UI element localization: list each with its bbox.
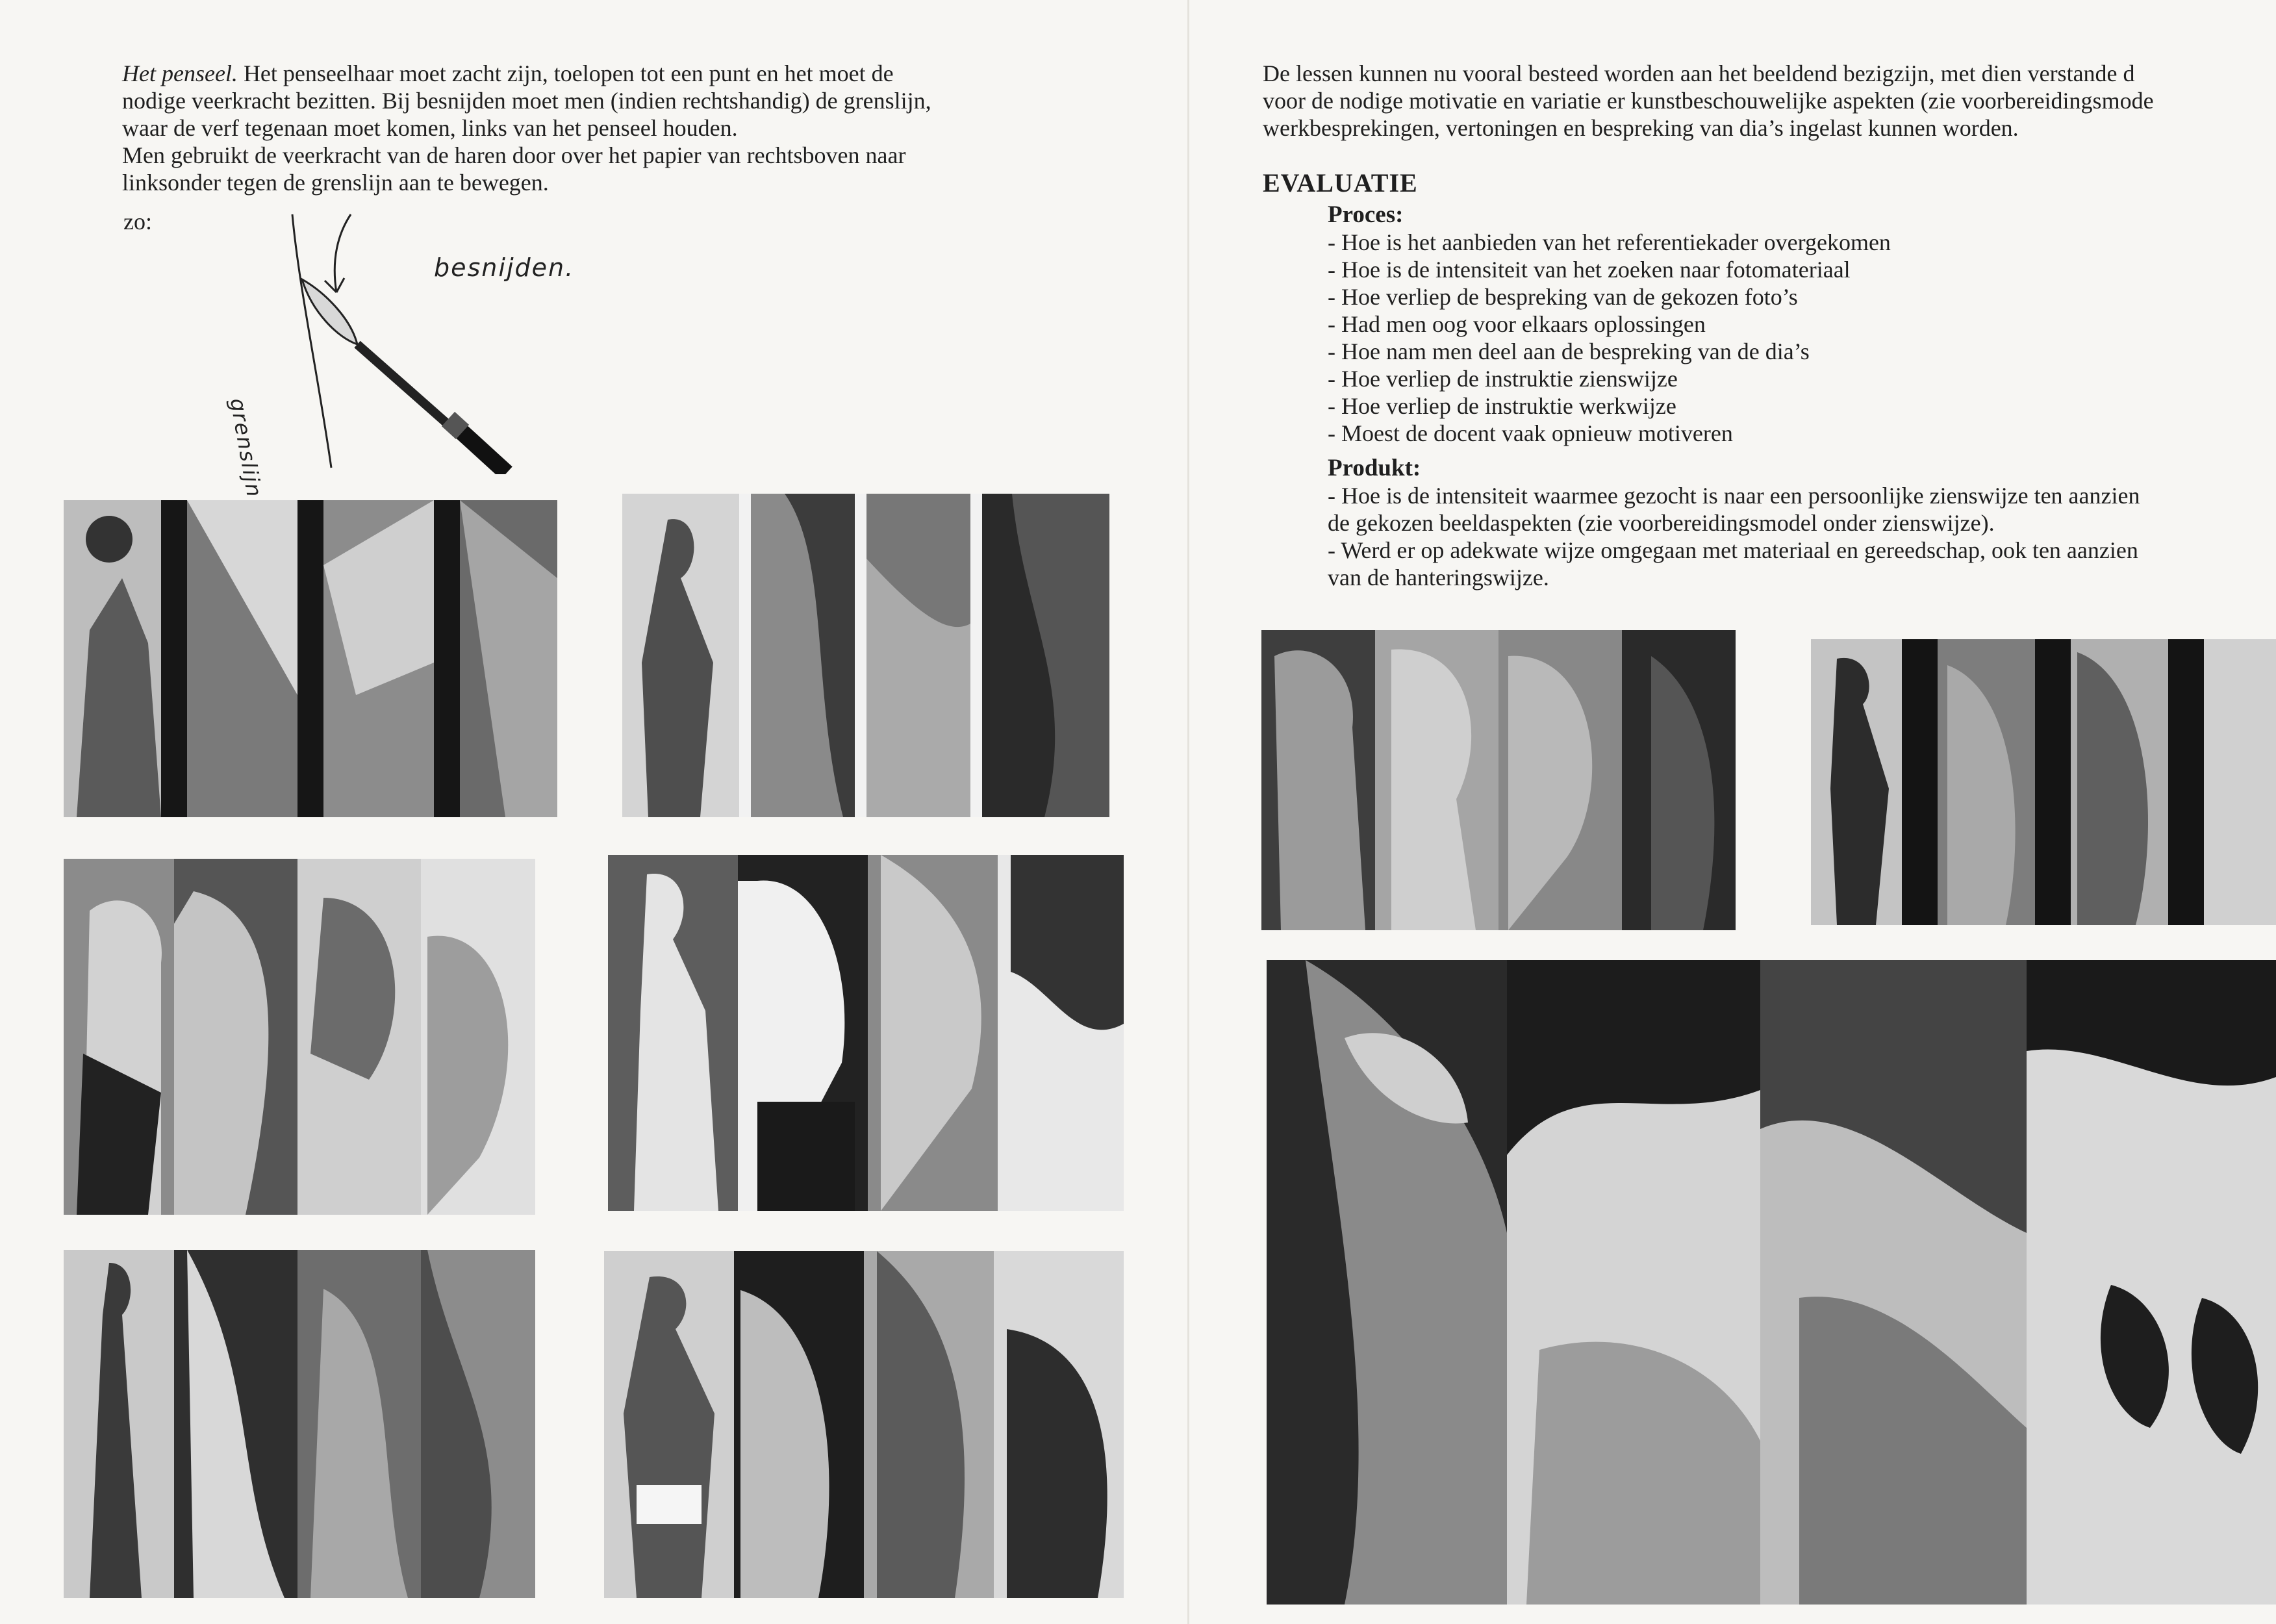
brush-instructions-line-5: linksonder tegen de grenslijn aan te bewegen.	[122, 170, 549, 196]
proces-item: - Hoe is het aanbieden van het referentiekader overgekomen	[1328, 229, 1891, 255]
proces-item: - Hoe verliep de bespreking van de gekozen foto’s	[1328, 284, 1798, 310]
brush-instructions-line-1: Het penseel. Het penseelhaar moet zacht zijn, toelopen tot een punt en het moet de	[122, 60, 894, 86]
student-artwork-8	[1811, 639, 2276, 925]
student-artwork-1	[64, 500, 557, 817]
brush-instructions-line-3: waar de verf tegenaan moet komen, links van het penseel houden.	[122, 115, 738, 141]
brush-sketch-icon	[260, 208, 533, 474]
student-artwork-2	[622, 494, 1109, 817]
section-title-penseel: Het penseel.	[122, 60, 238, 86]
student-artwork-large	[1267, 960, 2276, 1605]
evaluation-heading: EVALUATIE	[1263, 168, 1418, 197]
proces-label: Proces:	[1328, 201, 1404, 228]
student-artwork-6	[604, 1251, 1124, 1598]
proces-item: - Hoe is de intensiteit van het zoeken naar fotomateriaal	[1328, 257, 1851, 283]
proces-item: - Hoe verliep de instruktie zienswijze	[1328, 366, 1678, 392]
produkt-item: de gekozen beeldaspekten (zie voorbereidingsmodel onder zienswijze).	[1328, 510, 1995, 536]
produkt-item: - Hoe is de intensiteit waarmee gezocht is naar een persoonlijke zienswijze ten aanzien	[1328, 483, 2140, 509]
student-artwork-5	[64, 1250, 535, 1598]
proces-item: - Hoe nam men deel aan de bespreking van de dia’s	[1328, 338, 1810, 364]
student-artwork-7	[1261, 630, 1736, 930]
proces-item: - Moest de docent vaak opnieuw motiveren	[1328, 420, 1733, 446]
brush-instructions	[122, 60, 931, 196]
produkt-item: van de hanteringswijze.	[1328, 565, 1549, 590]
proces-item: - Had men oog voor elkaars oplossingen	[1328, 311, 1706, 337]
proces-section	[1328, 201, 1891, 447]
proces-item: - Hoe verliep de instruktie werkwijze	[1328, 393, 1676, 419]
zo-label: zo:	[123, 209, 152, 235]
brush-sketch	[260, 208, 533, 474]
label-grenslijn: grenslijn	[225, 396, 267, 500]
label-besnijden: besnijden.	[434, 253, 575, 282]
student-artwork-3	[64, 859, 535, 1215]
lessons-line-2: voor de nodige motivatie en variatie er kunstbeschouwelijke aspekten (zie voorbereidingsmode	[1263, 88, 2154, 114]
right-page	[1189, 0, 2276, 1624]
lessons-paragraph	[1263, 60, 2154, 142]
brush-instructions-line-2: nodige veerkracht bezitten. Bij besnijden moet men (indien rechtshandig) de grenslijn,	[122, 88, 931, 114]
produkt-section	[1328, 455, 2140, 591]
produkt-item: - Werd er op adekwate wijze omgegaan met materiaal en gereedschap, ook ten aanzien	[1328, 537, 2138, 563]
brush-instructions-line-4: Men gebruikt de veerkracht van de haren door over het papier van rechtsboven naar	[122, 142, 906, 168]
produkt-label: Produkt:	[1328, 455, 1421, 481]
lessons-line-1: De lessen kunnen nu vooral besteed worden aan het beeldend bezigzijn, met dien verstande d	[1263, 60, 2135, 86]
lessons-line-3: werkbesprekingen, vertoningen en bespreking van dia’s ingelast kunnen worden.	[1263, 115, 2019, 141]
student-artwork-4	[608, 855, 1124, 1211]
